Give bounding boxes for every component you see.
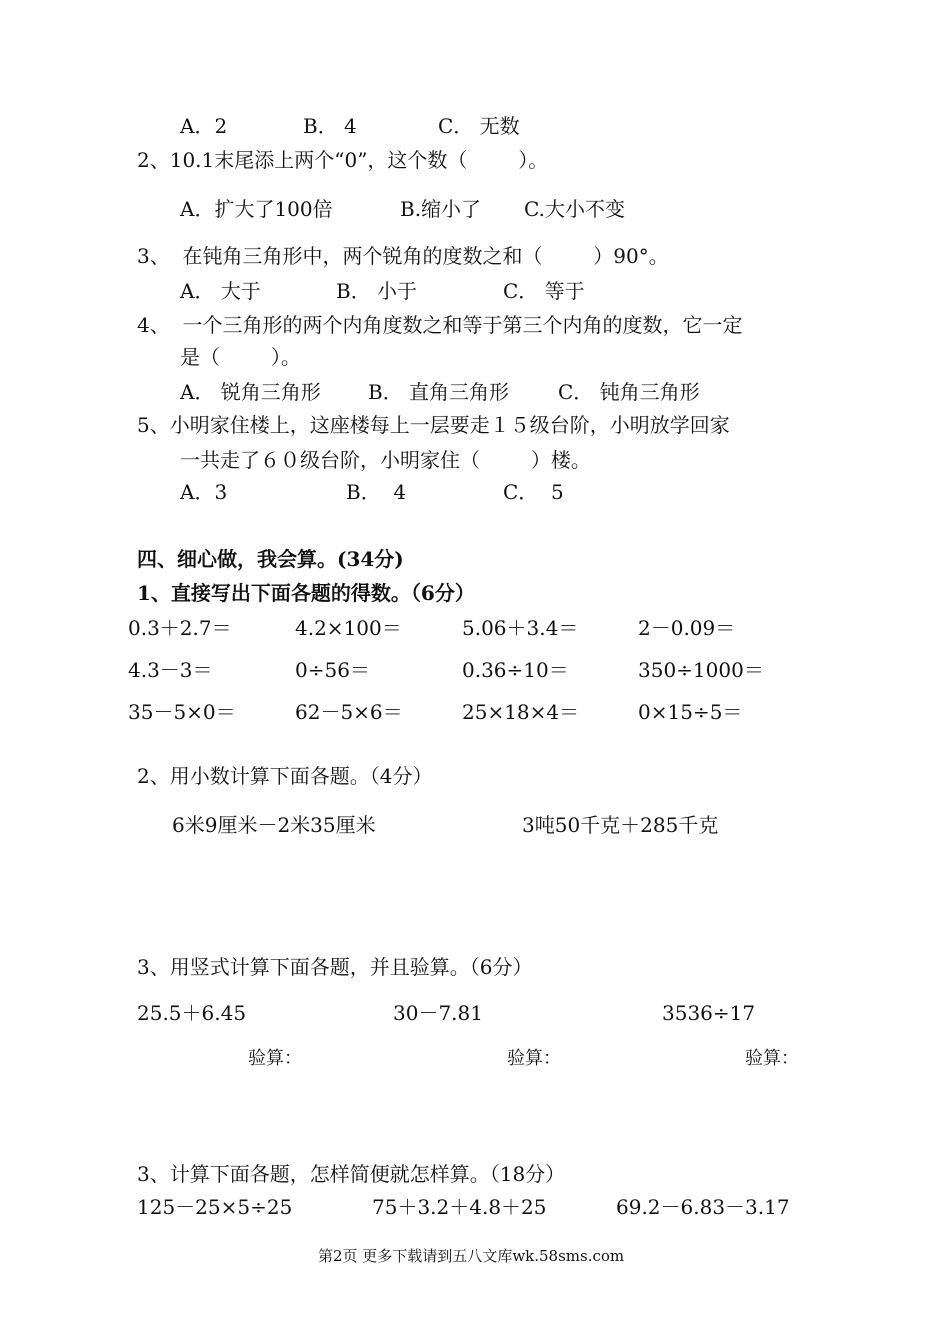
mental-calc-item: 4.2×100＝ <box>295 616 402 640</box>
q5-stem-line2: 一共走了６０级台阶，小明家住（ ）楼。 <box>180 448 591 472</box>
q4-option-c: C． 钝角三角形 <box>558 380 700 404</box>
q2-option-a: A．扩大了100倍 <box>180 197 333 221</box>
mental-calc-item: 4.3－3＝ <box>128 658 213 682</box>
vertical-calc-item: 3536÷17 <box>662 1001 756 1025</box>
q4-stem-line2: 是（ ）。 <box>180 345 301 369</box>
mental-calc-item: 0×15÷5＝ <box>638 700 743 724</box>
part4-title: 3、计算下面各题，怎样简便就怎样算。（18分） <box>137 1162 566 1186</box>
decimal-calc-item: 6米9厘米－2米35厘米 <box>172 813 376 837</box>
page-footer: 第2页 更多下载请到五八文库wk.58sms.com <box>318 1247 625 1265</box>
q1-option-c: C． 无数 <box>438 114 520 138</box>
section4-title: 四、细心做，我会算。(34分) <box>137 547 404 571</box>
q5-option-c: C． 5 <box>503 480 564 504</box>
simplify-calc-item: 125－25×5÷25 <box>137 1195 293 1219</box>
mental-calc-item: 5.06＋3.4＝ <box>462 616 579 640</box>
q5-stem-line1: 5、小明家住楼上，这座楼每上一层要走１５级台阶，小明放学回家 <box>137 413 730 437</box>
check-label: 验算： <box>507 1048 561 1069</box>
q1-option-b: B． 4 <box>303 114 357 138</box>
vertical-calc-item: 30－7.81 <box>393 1001 483 1025</box>
q4-option-a: A． 锐角三角形 <box>180 380 321 404</box>
mental-calc-item: 35－5×0＝ <box>128 700 236 724</box>
q4-stem-line1: 4、 一个三角形的两个内角度数之和等于第三个内角的度数，它一定 <box>137 313 743 337</box>
vertical-calc-item: 25.5＋6.45 <box>137 1001 247 1025</box>
mental-calc-item: 62－5×6＝ <box>295 700 403 724</box>
part3-title: 3、用竖式计算下面各题，并且验算。（6分） <box>137 955 533 979</box>
mental-calc-item: 350÷1000＝ <box>638 658 764 682</box>
q3-option-b: B． 小于 <box>336 279 418 303</box>
q4-option-b: B． 直角三角形 <box>368 380 510 404</box>
q2-stem: 2、10.1末尾添上两个“0”，这个数（ ）。 <box>137 148 549 172</box>
mental-calc-item: 0.3＋2.7＝ <box>128 616 232 640</box>
decimal-calc-item: 3吨50千克＋285千克 <box>522 813 719 837</box>
simplify-calc-item: 69.2－6.83－3.17 <box>616 1195 790 1219</box>
check-label: 验算： <box>248 1048 302 1069</box>
q3-option-a: A． 大于 <box>180 279 261 303</box>
check-label: 验算： <box>745 1048 799 1069</box>
q1-option-a: A．2 <box>180 114 228 138</box>
mental-calc-item: 0.36÷10＝ <box>462 658 569 682</box>
q5-option-a: A．3 <box>180 480 228 504</box>
part2-title: 2、用小数计算下面各题。（4分） <box>137 764 433 788</box>
simplify-calc-item: 75＋3.2＋4.8＋25 <box>372 1195 547 1219</box>
q2-option-c: C.大小不变 <box>524 197 625 221</box>
q3-stem: 3、 在钝角三角形中，两个锐角的度数之和（ ）90°。 <box>137 244 669 268</box>
q3-option-c: C． 等于 <box>503 279 585 303</box>
mental-calc-item: 2－0.09＝ <box>638 616 736 640</box>
part1-title: 1、直接写出下面各题的得数。（6分） <box>137 581 475 605</box>
q5-option-b: B． 4 <box>346 480 407 504</box>
mental-calc-item: 0÷56＝ <box>295 658 370 682</box>
q2-option-b: B.缩小了 <box>400 197 482 221</box>
mental-calc-item: 25×18×4＝ <box>462 700 580 724</box>
